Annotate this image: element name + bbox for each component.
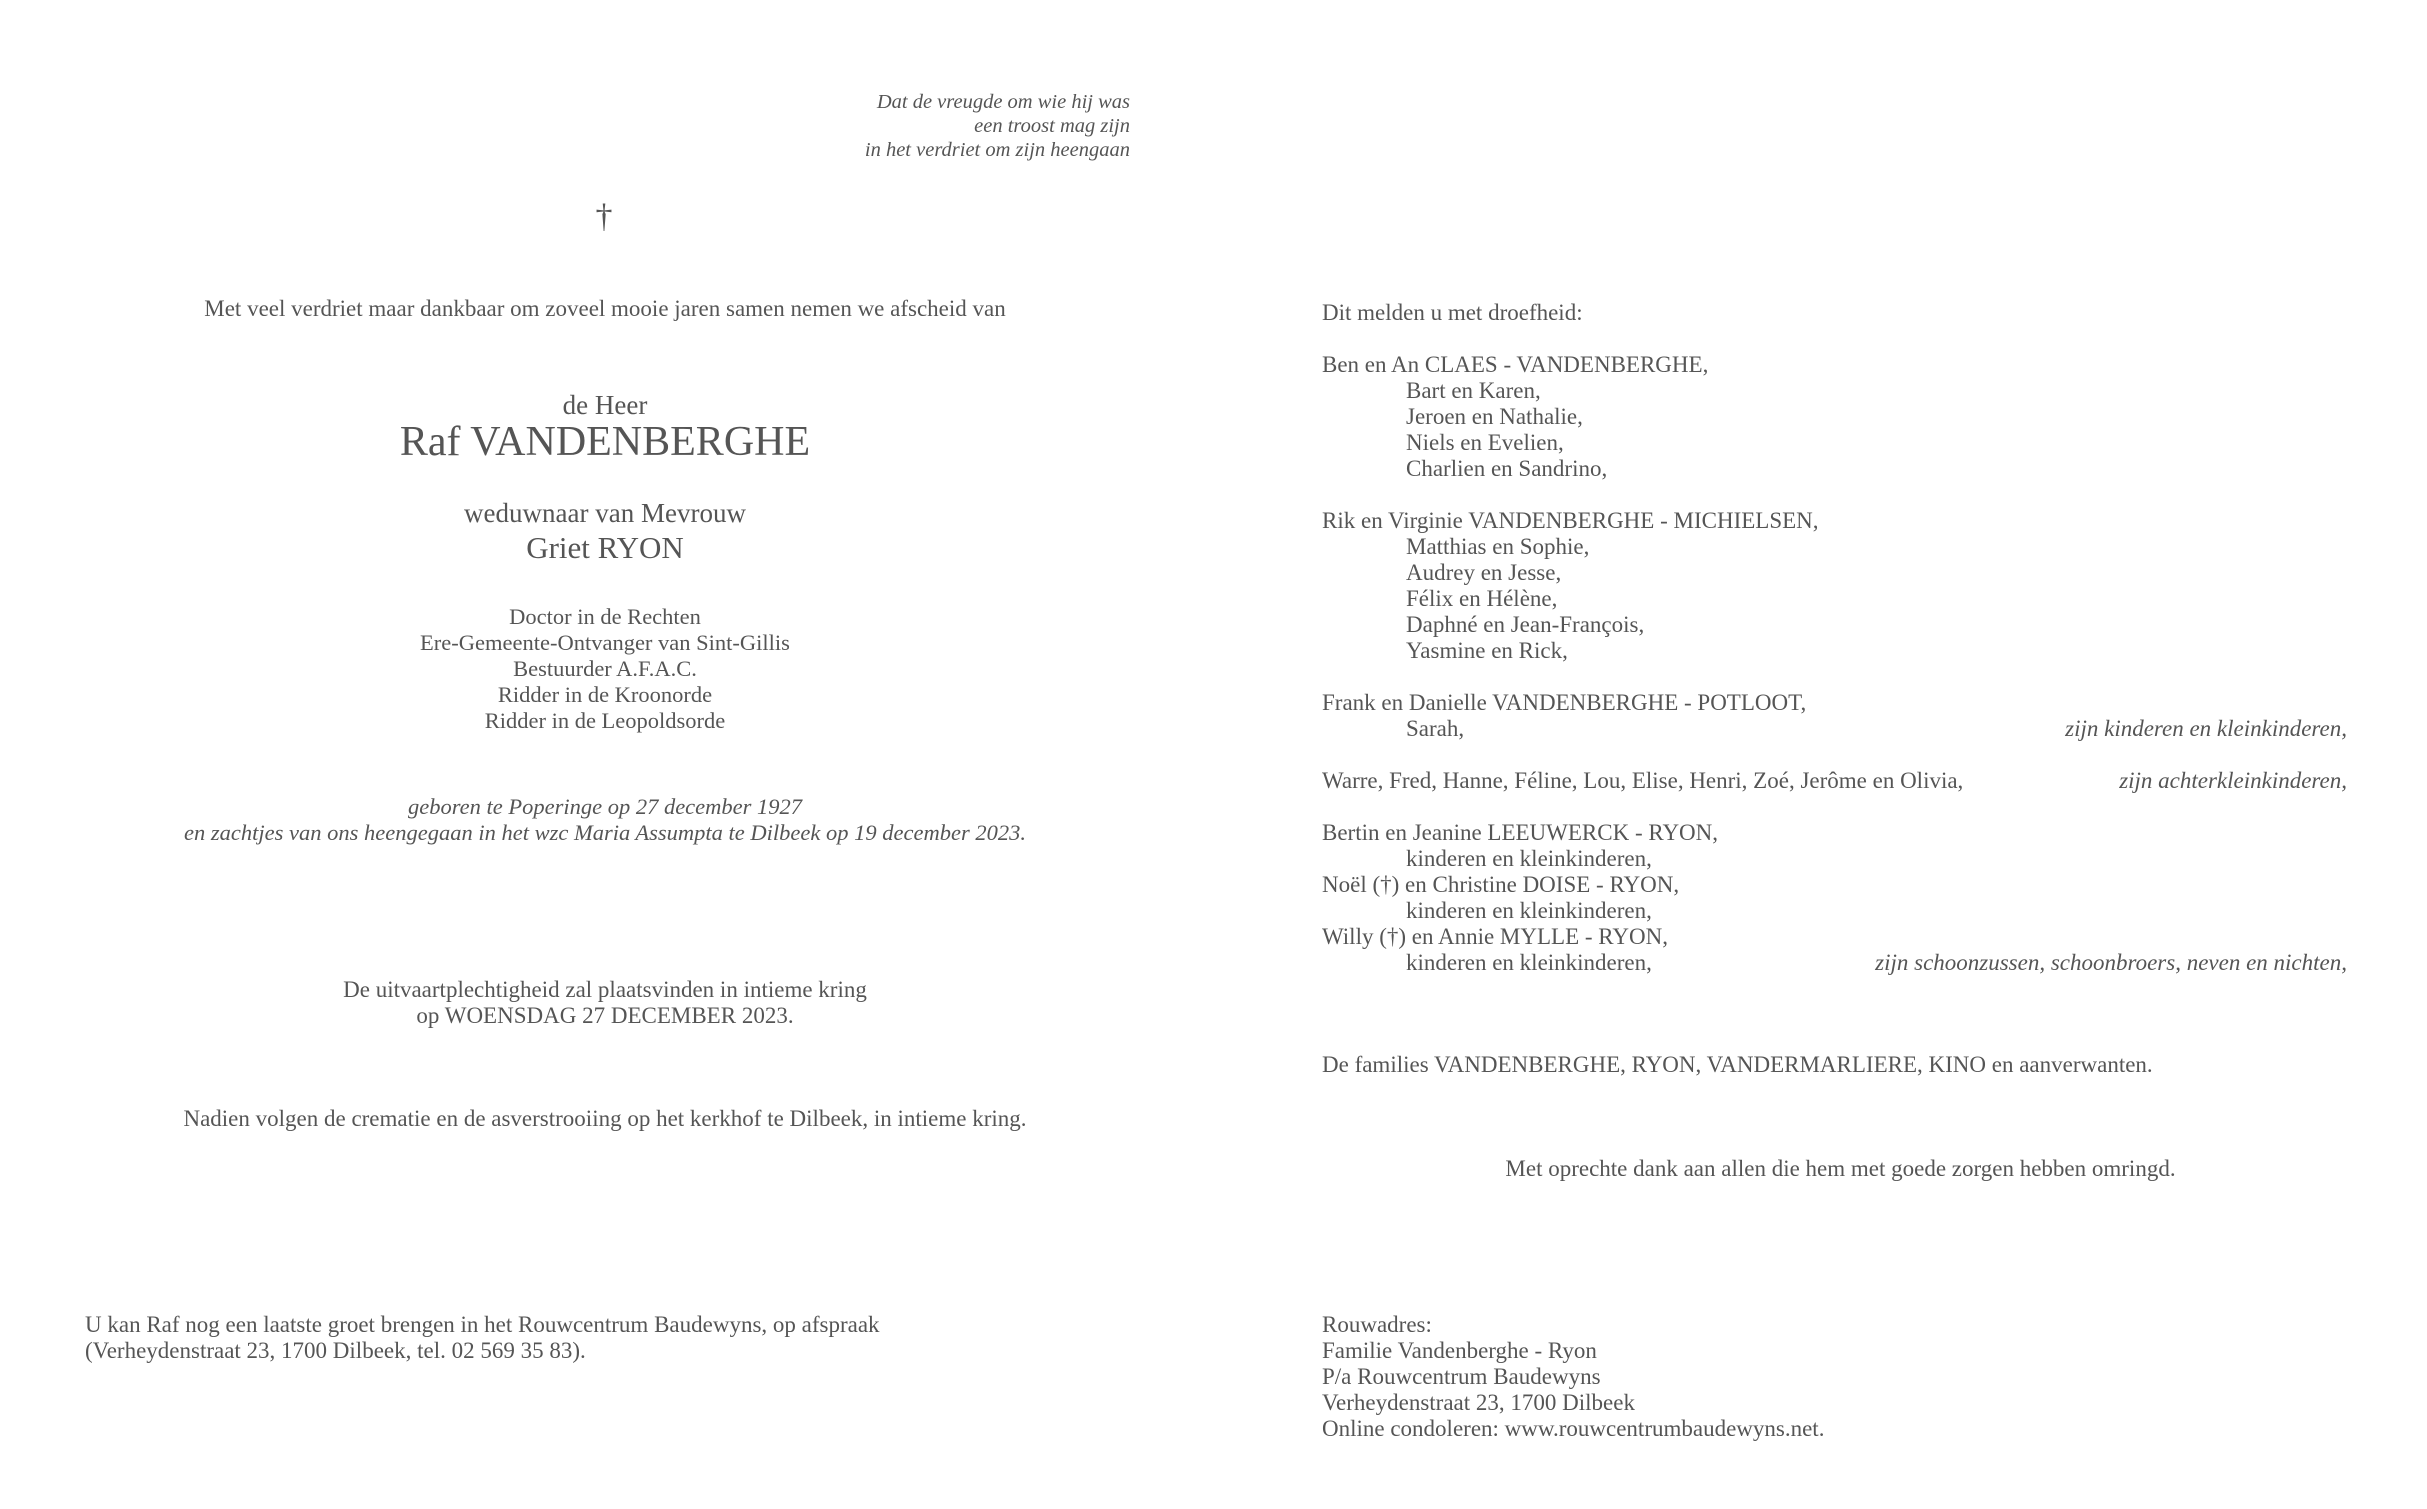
family-member: Daphné en Jean-François, <box>1406 612 1645 637</box>
cross-icon: † <box>595 198 613 235</box>
relation-label: zijn kinderen en kleinkinderen, <box>2065 716 2347 741</box>
inlaw-head: Willy (†) en Annie MYLLE - RYON, <box>1322 924 1668 949</box>
funeral-info <box>60 977 1150 1029</box>
inlaw-descendants: kinderen en kleinkinderen, <box>1406 950 1652 975</box>
titles-list <box>60 604 1150 734</box>
family-block-2 <box>1322 508 2347 664</box>
birth-death-info <box>60 794 1150 846</box>
inlaw-head: Bertin en Jeanine LEEUWERCK - RYON, <box>1322 820 1719 845</box>
death-line: en zachtjes van ons heengegaan in het wzc Maria Assumpta te Dilbeek op 19 december 2023. <box>184 820 1026 845</box>
widower-text: weduwnaar van Mevrouw <box>464 498 746 528</box>
family-head: Ben en An CLAES - VANDENBERGHE, <box>1322 352 1709 377</box>
poem-line: in het verdriet om zijn heengaan <box>864 139 1130 161</box>
family-member: Charlien en Sandrino, <box>1406 456 1608 481</box>
title-item: Ere-Gemeente-Ontvanger van Sint-Gillis <box>420 630 790 655</box>
families-line: De families VANDENBERGHE, RYON, VANDERMARLIERE, KINO en aanverwanten. <box>1322 1052 2153 1077</box>
family-member: Bart en Karen, <box>1406 378 1541 403</box>
inlaw-head: Noël (†) en Christine DOISE - RYON, <box>1322 872 1680 897</box>
relation-label: zijn achterkleinkinderen, <box>2119 768 2347 793</box>
family-member-row <box>1322 716 2347 742</box>
great-grandchildren-names: Warre, Fred, Hanne, Féline, Lou, Elise, Henri, Zoé, Jerôme en Olivia, <box>1322 768 1964 793</box>
inlaw-descendants-row <box>1322 950 2347 976</box>
great-grandchildren <box>1322 768 2347 794</box>
poem-line: een troost mag zijn <box>974 115 1130 137</box>
intro-text: Met veel verdriet maar dankbaar om zoveel mooie jaren samen nemen we afscheid van <box>204 296 1006 321</box>
address-line: Verheydenstraat 23, 1700 Dilbeek <box>1322 1390 1635 1415</box>
address-label: Rouwadres: <box>1322 1312 1432 1337</box>
title-item: Ridder in de Kroonorde <box>497 682 713 707</box>
deceased-name: Raf VANDENBERGHE <box>399 419 811 465</box>
spouse-name: Griet RYON <box>526 530 684 565</box>
poem-line: Dat de vreugde om wie hij was <box>876 91 1130 113</box>
birth-line: geboren te Poperinge op 27 december 1927 <box>407 794 803 819</box>
family-member: Félix en Hélène, <box>1406 586 1558 611</box>
address-line: Familie Vandenberghe - Ryon <box>1322 1338 1597 1363</box>
announcement: Dit melden u met droefheid: <box>1322 300 1583 325</box>
visit-address: (Verheydenstraat 23, 1700 Dilbeek, tel. 02 569 35 83). <box>85 1338 586 1363</box>
family-head: Frank en Danielle VANDENBERGHE - POTLOOT, <box>1322 690 1807 715</box>
honorific: de Heer <box>562 390 648 420</box>
mourning-address <box>1322 1312 1824 1442</box>
visit-line: U kan Raf nog een laatste groet brengen in het Rouwcentrum Baudewyns, op afspraak <box>85 1312 880 1337</box>
family-member: Niels en Evelien, <box>1406 430 1564 455</box>
condolence-link[interactable]: Online condoleren: www.rouwcentrumbaudewyns.net. <box>1322 1416 1825 1441</box>
family-block-3 <box>1322 690 2347 742</box>
title-item: Bestuurder A.F.A.C. <box>513 656 697 681</box>
family-member: Matthias en Sophie, <box>1406 534 1590 559</box>
family-member: Jeroen en Nathalie, <box>1406 404 1583 429</box>
inlaw-descendants: kinderen en kleinkinderen, <box>1406 898 1652 923</box>
title-item: Ridder in de Leopoldsorde <box>484 708 726 733</box>
visit-info <box>85 1312 880 1364</box>
poem <box>700 90 1130 162</box>
funeral-date: op WOENSDAG 27 DECEMBER 2023. <box>416 1003 794 1028</box>
relation-label: zijn schoonzussen, schoonbroers, neven en nichten, <box>1875 950 2347 975</box>
cremation-info: Nadien volgen de crematie en de asverstrooiing op het kerkhof te Dilbeek, in intieme kring. <box>183 1106 1027 1131</box>
family-block-1 <box>1322 352 2347 482</box>
family-head: Rik en Virginie VANDENBERGHE - MICHIELSEN, <box>1322 508 1819 533</box>
inlaw-descendants: kinderen en kleinkinderen, <box>1406 846 1652 871</box>
inlaws-block <box>1322 820 2347 976</box>
family-member: Sarah, <box>1406 716 1465 741</box>
title-item: Doctor in de Rechten <box>509 604 701 629</box>
family-member: Audrey en Jesse, <box>1406 560 1562 585</box>
address-line: P/a Rouwcentrum Baudewyns <box>1322 1364 1601 1389</box>
family-member: Yasmine en Rick, <box>1406 638 1568 663</box>
funeral-line: De uitvaartplechtigheid zal plaatsvinden in intieme kring <box>343 977 867 1002</box>
thanks-text: Met oprechte dank aan allen die hem met goede zorgen hebben omringd. <box>1505 1156 2176 1181</box>
